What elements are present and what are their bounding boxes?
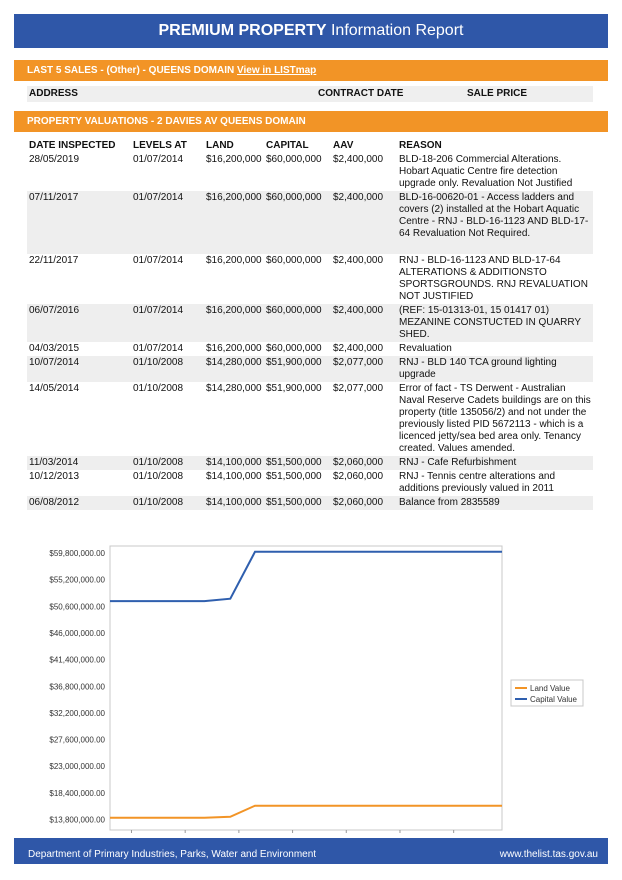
cell-capital: $51,900,000 <box>266 383 322 394</box>
cell-levels-at: 01/10/2008 <box>133 471 184 482</box>
cell-aav: $2,060,000 <box>333 471 384 482</box>
cell-aav: $2,400,000 <box>331 304 397 342</box>
table-row <box>27 470 593 496</box>
page-footer <box>14 846 608 864</box>
cell-date-inspected: 10/07/2014 <box>27 356 131 382</box>
table-row <box>27 356 593 382</box>
y-tick-label: $50,600,000.00 <box>49 602 105 612</box>
table-row <box>27 342 593 356</box>
cell-capital: $60,000,000 <box>264 304 331 342</box>
legend-label: Land Value <box>530 684 570 693</box>
footer-top-strip <box>14 838 608 846</box>
cell-land: $14,100,000 <box>204 496 264 510</box>
y-tick-label: $59,800,000.00 <box>49 548 105 558</box>
cell-reason: RNJ - BLD 140 TCA ground lighting upgrade <box>397 356 593 382</box>
y-tick-label: $27,600,000.00 <box>49 735 105 745</box>
cell-capital: $60,000,000 <box>266 343 322 354</box>
table-row <box>27 304 593 342</box>
cell-reason: BLD-16-00620-01 - Access ladders and covers (2) installed at the Hobart Aquatic Centre - RNJ - BLD-16-1123 AND BLD-17-64 Revaluation Not Required. <box>397 191 593 254</box>
table-row <box>27 382 593 456</box>
cell-capital: $60,000,000 <box>266 154 322 165</box>
cell-reason: RNJ - Cafe Refurbishment <box>397 456 593 470</box>
sales-table-header <box>27 86 593 102</box>
cell-levels-at: 01/10/2008 <box>131 356 204 382</box>
table-row <box>27 254 593 304</box>
cell-land: $14,280,000 <box>206 383 262 394</box>
table-row <box>27 456 593 470</box>
cell-land: $14,100,000 <box>204 456 264 470</box>
cell-land: $16,200,000 <box>204 304 264 342</box>
cell-aav: $2,400,000 <box>333 255 384 266</box>
cell-land: $14,280,000 <box>204 356 264 382</box>
table-row <box>27 496 593 510</box>
cell-land: $14,100,000 <box>206 471 262 482</box>
report-header <box>14 14 608 48</box>
table-row <box>27 153 593 191</box>
y-tick-label: $18,400,000.00 <box>49 788 105 798</box>
y-tick-label: $55,200,000.00 <box>49 575 105 585</box>
cell-reason: Revaluation <box>399 343 452 354</box>
cell-capital: $51,500,000 <box>266 471 322 482</box>
cell-reason: RNJ - Tennis centre alterations and additions previously valued in 2011 <box>399 471 556 494</box>
cell-levels-at: 01/07/2014 <box>131 304 204 342</box>
cell-aav: $2,400,000 <box>331 191 397 254</box>
cell-capital: $51,900,000 <box>264 356 331 382</box>
table-row <box>27 191 593 254</box>
cell-capital: $51,500,000 <box>264 456 331 470</box>
cell-levels-at: 01/07/2014 <box>133 343 184 354</box>
col-aav: AAV <box>333 140 354 151</box>
cell-levels-at: 01/07/2014 <box>133 255 184 266</box>
cell-levels-at: 01/07/2014 <box>131 191 204 254</box>
cell-capital: $60,000,000 <box>264 191 331 254</box>
cell-levels-at: 01/10/2008 <box>133 383 184 394</box>
y-tick-label: $32,200,000.00 <box>49 708 105 718</box>
cell-date-inspected: 06/07/2016 <box>27 304 131 342</box>
cell-reason: Error of fact - TS Derwent - Australian Naval Reserve Cadets buildings are on this property (title 135056/2) and not under the previously listed PID 5672113 - which is a licenced jetty/sea bed area only. Tenancy created. Values amended. <box>399 383 591 454</box>
cell-reason: BLD-18-206 Commercial Alterations. Hobart Aquatic Centre fire detection upgrade only. Revaluation Not Justified <box>399 154 573 189</box>
valuation-chart-container <box>0 538 622 838</box>
legend-label: Capital Value <box>530 695 577 704</box>
cell-date-inspected: 11/03/2014 <box>27 456 131 470</box>
y-tick-label: $41,400,000.00 <box>49 655 105 665</box>
cell-reason: (REF: 15-01313-01, 15 01417 01) MEZANINE CONSTUCTED IN QUARRY SHED. <box>397 304 593 342</box>
view-in-listmap-link[interactable]: View in LISTmap <box>237 65 317 76</box>
col-reason: REASON <box>399 140 442 151</box>
cell-date-inspected: 22/11/2017 <box>29 255 79 266</box>
cell-capital: $51,500,000 <box>264 496 331 510</box>
cell-levels-at: 01/10/2008 <box>131 496 204 510</box>
cell-land: $16,200,000 <box>204 191 264 254</box>
sales-col-address: ADDRESS <box>29 88 78 99</box>
y-tick-label: $23,000,000.00 <box>49 762 105 772</box>
valuation-section-title: PROPERTY VALUATIONS - 2 DAVIES AV QUEENS DOMAIN <box>27 116 306 127</box>
cell-reason: RNJ - BLD-16-1123 AND BLD-17-64 ALTERATIONS & ADDITIONSTO SPORTSGROUNDS. RNJ REVALUATION NOT JUSTIFIED <box>399 255 588 302</box>
col-capital: CAPITAL <box>266 140 309 151</box>
cell-land: $16,200,000 <box>206 343 262 354</box>
footer-website[interactable]: www.thelist.tas.gov.au <box>499 849 598 860</box>
cell-date-inspected: 14/05/2014 <box>29 383 80 394</box>
col-date-inspected: DATE INSPECTED <box>29 140 116 151</box>
plot-area <box>110 546 502 830</box>
y-tick-label: $46,000,000.00 <box>49 628 105 638</box>
cell-date-inspected: 28/05/2019 <box>29 154 80 165</box>
cell-date-inspected: 04/03/2015 <box>29 343 80 354</box>
cell-reason: Balance from 2835589 <box>397 496 593 510</box>
valuation-section-header <box>14 111 608 132</box>
cell-aav: $2,060,000 <box>331 456 397 470</box>
report-title-bold: PREMIUM PROPERTY <box>158 22 327 39</box>
sales-section-header <box>14 60 608 81</box>
sales-col-contract-date: CONTRACT DATE <box>318 88 404 99</box>
valuations-table <box>27 138 593 510</box>
cell-land: $16,200,000 <box>206 154 262 165</box>
cell-land: $16,200,000 <box>206 255 262 266</box>
col-land: LAND <box>206 140 234 151</box>
cell-aav: $2,400,000 <box>333 343 384 354</box>
sales-section-title: LAST 5 SALES - (Other) - QUEENS DOMAIN <box>27 65 235 76</box>
cell-capital: $60,000,000 <box>266 255 322 266</box>
cell-levels-at: 01/07/2014 <box>133 154 184 165</box>
cell-date-inspected: 06/08/2012 <box>27 496 131 510</box>
col-levels-at: LEVELS AT <box>133 140 187 151</box>
cell-levels-at: 01/10/2008 <box>131 456 204 470</box>
cell-aav: $2,060,000 <box>331 496 397 510</box>
report-title-rest: Information Report <box>330 22 464 39</box>
y-tick-label: $36,800,000.00 <box>49 682 105 692</box>
cell-date-inspected: 07/11/2017 <box>27 191 131 254</box>
sales-col-sale-price: SALE PRICE <box>467 88 528 99</box>
cell-aav: $2,400,000 <box>333 154 384 165</box>
footer-department: Department of Primary Industries, Parks, Water and Environment <box>28 849 317 860</box>
cell-aav: $2,077,000 <box>331 356 397 382</box>
valuation-chart <box>0 538 622 838</box>
cell-date-inspected: 10/12/2013 <box>29 471 80 482</box>
valuations-header-row <box>27 138 593 153</box>
y-tick-label: $13,800,000.00 <box>49 815 105 825</box>
cell-aav: $2,077,000 <box>333 383 384 394</box>
